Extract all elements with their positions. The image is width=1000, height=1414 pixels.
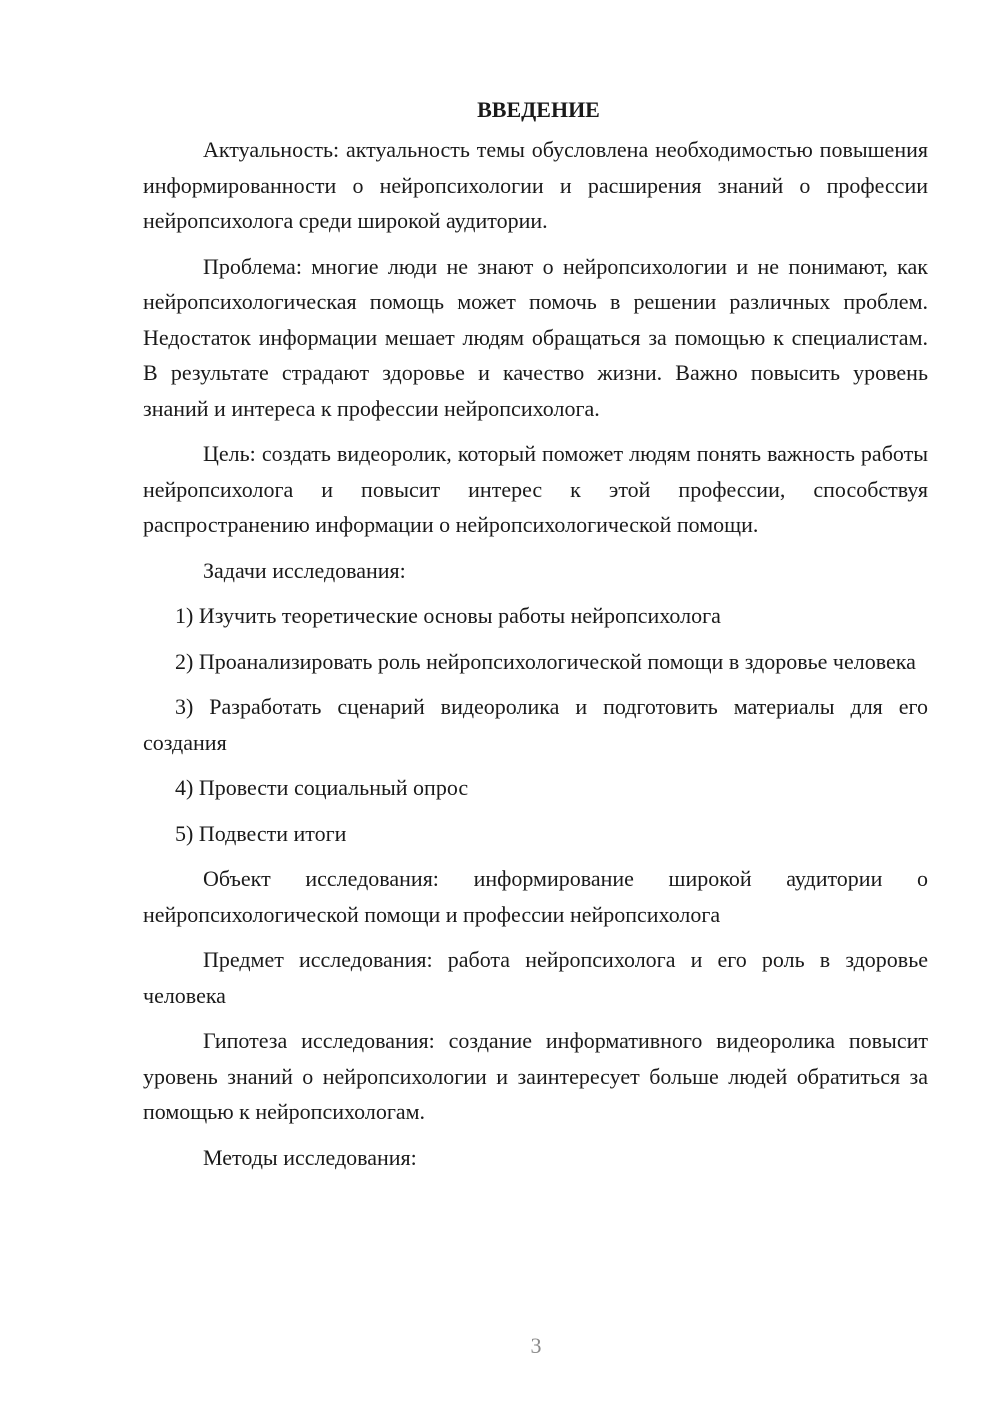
task-item-2: 2) Проанализировать роль нейропсихологической помощи в здоровье человека [175,648,916,674]
task-item-1: 1) Изучить теоретические основы работы нейропсихолога [175,603,721,628]
task-item-5: 5) Подвести итоги [175,820,347,846]
paragraph-tasks-heading: Задачи исследования: [203,557,406,583]
paragraph-relevance: Актуальность: актуальность темы обусловлена необходимостью повышения информированности о нейропсихологии и расширения знаний о профессии нейропсихолога среди широкой аудитории. [143,137,928,233]
paragraph-object: Объект исследования: информирование широкой аудитории о нейропсихологической помощи и профессии нейропсихолога [143,866,928,927]
paragraph-problem: Проблема: многие люди не знают о нейропсихологии и не понимают, как нейропсихологическая помощь может помочь в решении различных проблем. Недостаток информации мешает людям обращаться за помощью к специалистам. В результате страдают здоровье и качество жизни. Важно повысить уровень знаний и интереса к профессии нейропсихолога. [143,253,928,421]
task-item-3: 3) Разработать сценарий видеоролика и подготовить материалы для его создания [143,694,928,755]
page-number: 3 [530,1333,542,1358]
paragraph-hypothesis: Гипотеза исследования: создание информативного видеоролика повысит уровень знаний о нейропсихологии и заинтересует больше людей обратиться за помощью к нейропсихологам. [143,1028,928,1124]
document-page [143,92,928,1185]
paragraph-goal: Цель: создать видеоролик, который поможет людям понять важность работы нейропсихолога и повысит интерес к этой профессии, способствуя распространению информации о нейропсихологической помощи. [143,441,928,537]
paragraph-methods-heading: Методы исследования: [203,1144,417,1170]
task-item-4: 4) Провести социальный опрос [175,775,469,800]
page-title: ВВЕДЕНИЕ [477,97,600,122]
paragraph-subject: Предмет исследования: работа нейропсихолога и его роль в здоровье человека [143,947,928,1008]
